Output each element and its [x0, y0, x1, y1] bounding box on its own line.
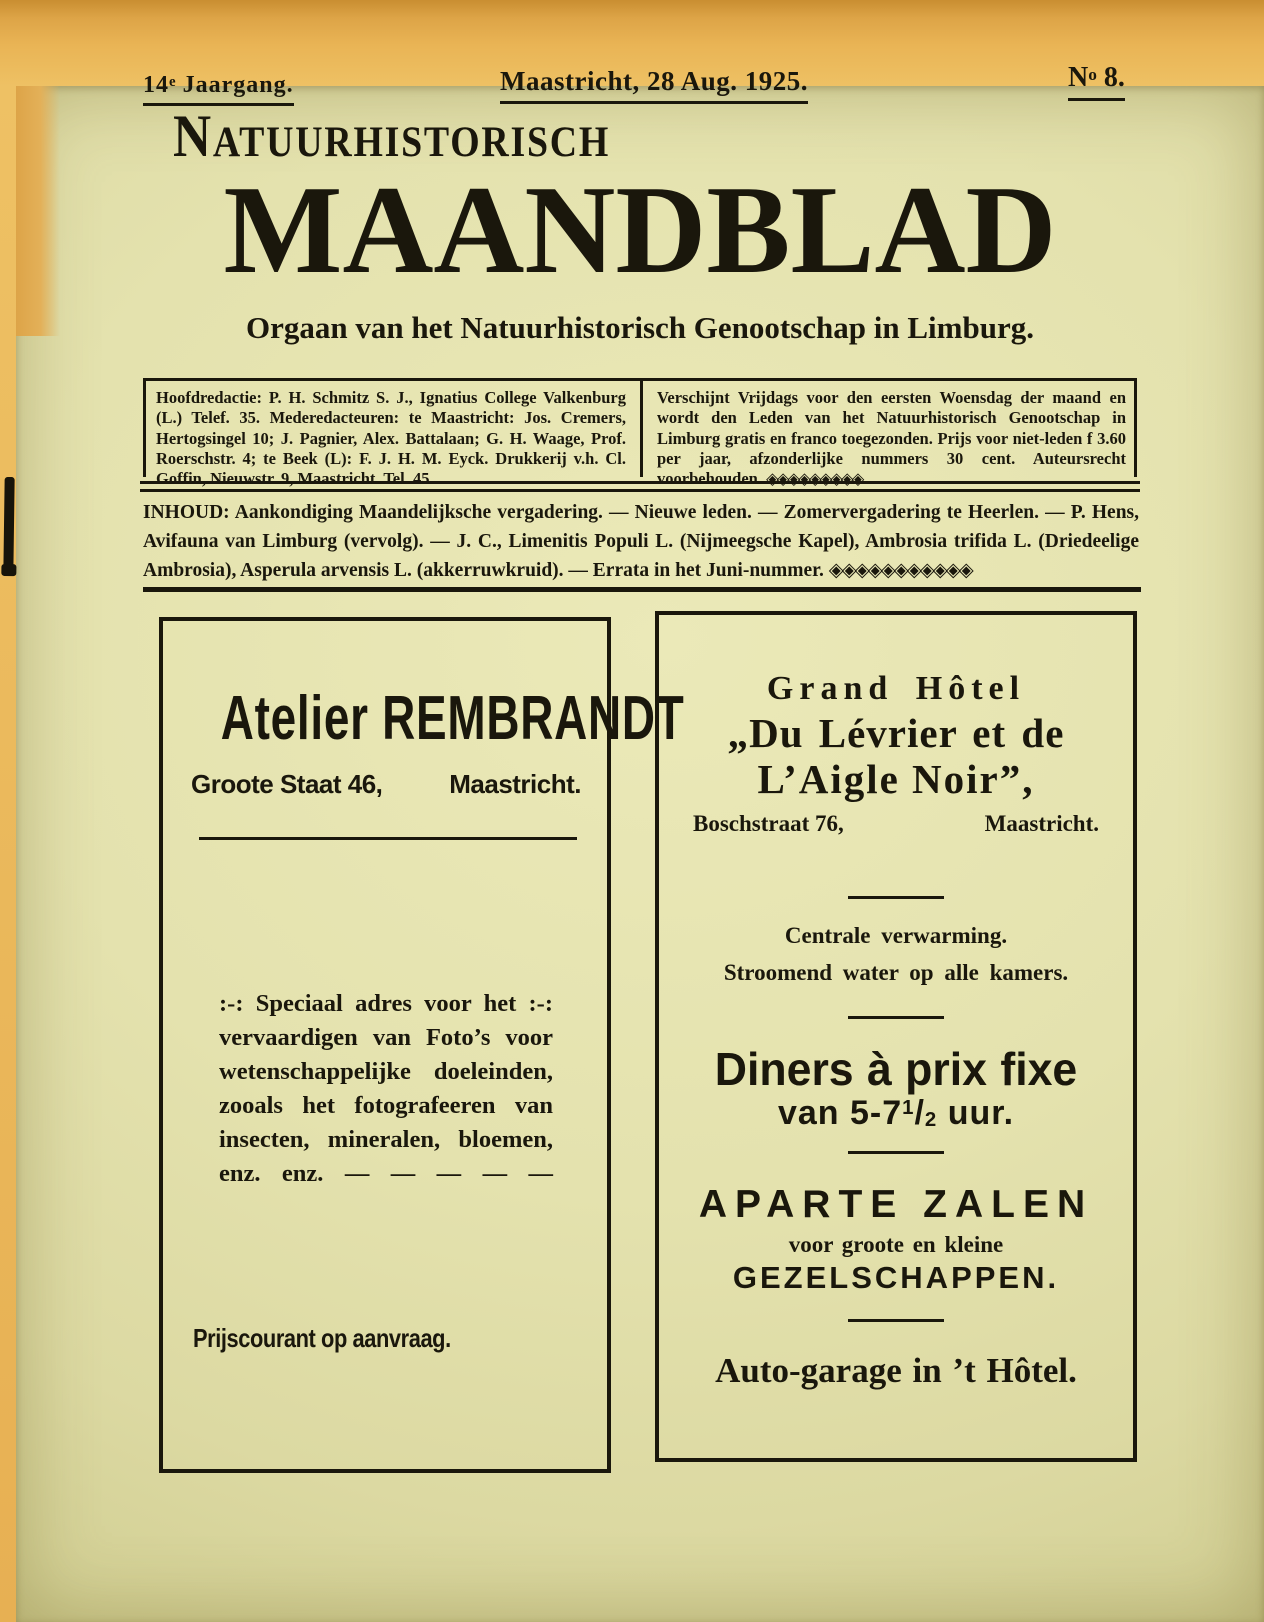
ad-atelier-body-line: wetenschappelijke doeleinden,: [219, 1058, 553, 1085]
issue-volume-word: Jaargang.: [175, 72, 294, 98]
hotel-amenity-water: Stroomend water op alle kamers.: [723, 960, 1069, 985]
ad-atelier-body-line: insecten, mineralen, bloemen,: [219, 1126, 553, 1153]
ad-atelier-title: Atelier REMBRANDT: [220, 684, 685, 753]
hotel-city: Maastricht.: [984, 811, 1099, 836]
colophon-subscription-text: Verschijnt Vrijdags voor den eersten Woensdag der maand en wordt den Leden van het Natuurhistorisch Genootschap in Limburg gratis en franco toegezonden. Prijs voor niet-leden f 3.60 per jaar, afzonderlijke nummers 30 cent. Auteursrecht voorbehouden.: [657, 388, 1126, 489]
dateline: Maastricht, 28 Aug. 1925.: [500, 66, 808, 104]
hotel-rooms-subline: voor groote en kleine: [788, 1232, 1004, 1257]
issue-number-o: o: [1088, 65, 1097, 84]
issue-volume-suffix: e: [169, 74, 176, 90]
hotel-rule: [848, 896, 944, 899]
hotel-rule: [848, 1151, 944, 1154]
diamond-chain-ornament: ◈◈◈◈◈◈◈◈◈◈◈: [828, 558, 972, 582]
hotel-street: Boschstraat 76,: [693, 811, 844, 836]
fraction-denominator: 2: [924, 1109, 938, 1131]
issue-number: [1068, 62, 1125, 101]
ad-atelier-body-line: :-: Speciaal adres voor het :-:: [219, 990, 553, 1017]
double-rule-divider: [140, 481, 1140, 492]
hotel-garage-line: Auto-garage in ’t Hôtel.: [715, 1351, 1077, 1390]
masthead-subtitle: Orgaan van het Natuurhistorisch Genootschap in Limburg.: [245, 310, 1034, 345]
hotel-amenity-heating: Centrale verwarming.: [784, 923, 1008, 948]
hotel-address: [693, 811, 1099, 837]
ad-atelier-street: Groote Staat 46,: [191, 769, 383, 799]
masthead-title: MAANDBLAD: [223, 161, 1057, 300]
issue-number-value: 8.: [1096, 62, 1125, 93]
issue-volume-number: 14: [143, 72, 169, 98]
fraction-slash: /: [914, 1094, 925, 1132]
ad-atelier-city: Maastricht.: [449, 769, 581, 799]
hotel-rooms-headline: APARTE ZALEN: [698, 1183, 1094, 1226]
hotel-name-line2: „Du Lévrier et de: [727, 710, 1065, 756]
hotel-diners-hours-post: uur.: [937, 1094, 1015, 1132]
hotel-diners-hours-pre: van 5-7: [777, 1094, 903, 1132]
binding-ink-mark: [3, 477, 14, 574]
hotel-rule: [848, 1319, 944, 1322]
section-rule: [143, 587, 1141, 592]
hotel-rule: [848, 1016, 944, 1019]
masthead-kicker: [173, 103, 611, 169]
table-of-contents: [143, 499, 1139, 586]
ad-atelier-address: [191, 769, 581, 800]
toc-label: INHOUD:: [143, 502, 235, 523]
toc-text: Aankondiging Maandelijksche vergadering. — Nieuwe leden. — Zomervergadering te Heerlen. — P. Hens, Avifauna van Limburg (vervolg). — J. C., Limenitis Populi L. (Nijmeegsche Kapel), Ambrosia trifida L. (Driedeelige Ambrosia), Asperula arvensis L. (akkerruwkruid). — Errata in het Juni-nummer.: [143, 502, 1140, 582]
ad-atelier-body-line: zooals het fotografeeren van: [219, 1092, 553, 1119]
hotel-diners-headline: Diners à prix fixe: [714, 1043, 1078, 1095]
ad-atelier-footer: Prijscourant op aanvraag.: [193, 1323, 451, 1353]
hotel-diners-hours: [659, 1094, 1133, 1133]
colophon-subscription: [643, 381, 1134, 489]
hotel-rooms-groups: GEZELSCHAPPEN.: [732, 1260, 1060, 1295]
ad-atelier-body: [219, 987, 553, 1191]
hotel-name-line3: L’Aigle Noir”,: [757, 756, 1035, 802]
colophon-box: [143, 378, 1137, 489]
masthead-kicker-rest: ATUURHISTORISCH: [212, 119, 611, 166]
issue-number-n: N: [1068, 62, 1089, 93]
fraction-numerator: 1: [902, 1097, 915, 1119]
issue-volume: [143, 72, 294, 106]
hotel-name-line1: Grand Hôtel: [766, 670, 1026, 707]
ad-atelier-rembrandt: [159, 617, 685, 1473]
ad-atelier-body-line: vervaardigen van Foto’s voor: [219, 1024, 553, 1051]
ad-grand-hotel: [655, 611, 1137, 1462]
ad-atelier-body-line: enz. enz. — — — — —: [219, 1160, 553, 1187]
ad-atelier-rule: [199, 837, 577, 840]
colophon-editors: Hoofdredactie: P. H. Schmitz S. J., Ignatius College Valkenburg (L.) Telef. 35. Mederedacteuren: te Maastricht: Jos. Cremers, Hertogsingel 10; J. Pagnier, Alex. Battalaan; G. H. Waage, Prof. Roerschstr. 4; te Beek (L): F. J. H. M. Eyck. Drukkerij v.h. Cl. Goffin, Nieuwstr. 9, Maastricht. Tel. 45.: [146, 381, 643, 477]
diamond-chain-ornament: ◈◈◈◈◈◈◈◈◈: [766, 469, 863, 489]
masthead-kicker-initial: N: [173, 103, 213, 169]
